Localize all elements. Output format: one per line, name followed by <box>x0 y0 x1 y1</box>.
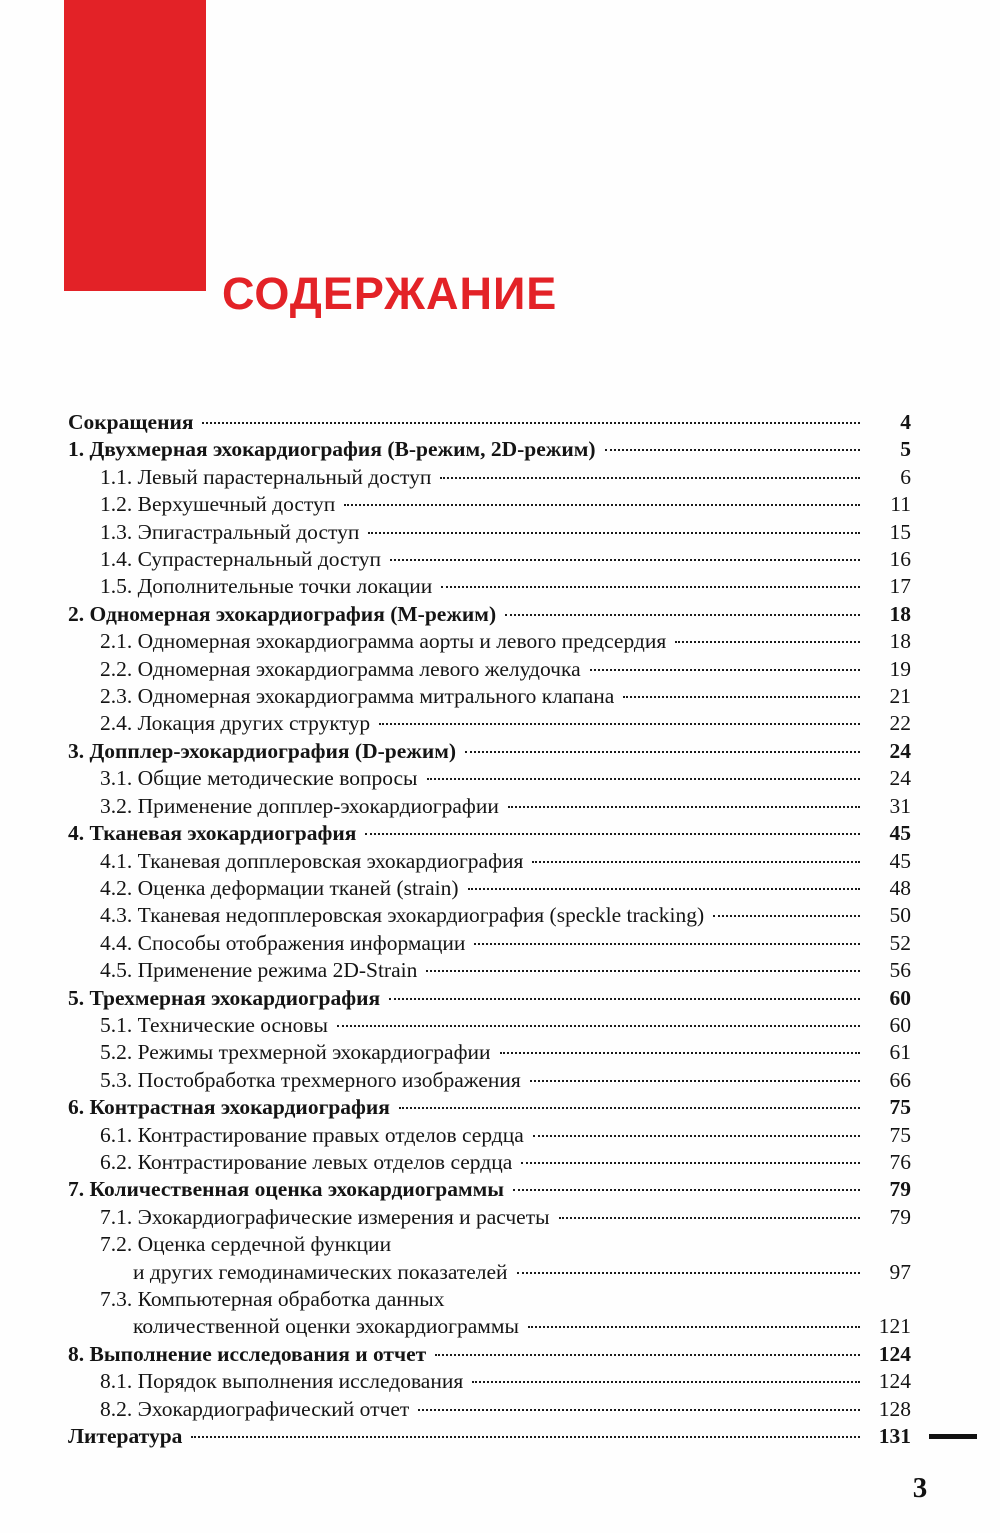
toc-entry-text: 1.3. Эпигастральный доступ <box>100 519 360 544</box>
leader-dots <box>191 1436 860 1438</box>
toc-entry-text: 7.1. Эхокардиографические измерения и расчеты <box>100 1204 550 1229</box>
toc-entry <box>68 1149 911 1176</box>
leader-dots <box>530 1080 860 1082</box>
leader-dots <box>533 1135 860 1137</box>
toc-entry <box>68 491 911 518</box>
toc-entry-page: 11 <box>890 492 911 517</box>
toc-entry <box>68 1341 911 1368</box>
toc-entry-page: 15 <box>889 519 911 544</box>
toc-entry <box>68 464 911 491</box>
toc-entry-text: 2.2. Одномерная эхокардиограмма левого желудочка <box>100 656 581 681</box>
toc-entry-text: 5. Трехмерная эхокардиография <box>68 985 381 1010</box>
toc-entry-text: 8.1. Порядок выполнения исследования <box>100 1369 464 1394</box>
toc-entry-page: 79 <box>889 1177 911 1202</box>
toc-entry-text: 8.2. Эхокардиографический отчет <box>100 1396 410 1421</box>
toc-entry-text: 7.2. Оценка сердечной функции <box>100 1232 392 1257</box>
toc-entry <box>68 765 911 792</box>
toc-entry <box>68 793 911 820</box>
toc-entry <box>68 848 911 875</box>
leader-dots <box>513 1189 860 1191</box>
toc-entry <box>68 820 911 847</box>
toc-entry <box>68 1423 911 1450</box>
toc-entry <box>68 875 911 902</box>
toc-entry <box>68 1259 911 1286</box>
toc-entry-page: 124 <box>878 1369 911 1394</box>
toc-entry-page: 60 <box>889 985 911 1010</box>
toc-entry <box>68 519 911 546</box>
toc-entry-page: 18 <box>889 601 911 626</box>
toc-entry <box>68 573 911 600</box>
toc-entry-text: 7.3. Компьютерная обработка данных <box>100 1287 445 1311</box>
leader-dots <box>427 778 861 780</box>
leader-dots <box>675 641 860 643</box>
toc-entry <box>68 1122 911 1149</box>
leader-dots <box>440 477 860 479</box>
leader-dots <box>713 915 860 917</box>
toc-entry-text: 4.1. Тканевая допплеровская эхокардиография <box>100 848 524 873</box>
toc-entry-text: 4.4. Способы отображения информации <box>100 930 466 955</box>
toc-entry-text: 1.5. Дополнительные точки локации <box>100 574 433 599</box>
leader-dots <box>605 449 860 451</box>
toc-entry <box>68 1067 911 1094</box>
toc-entry <box>68 546 911 573</box>
leader-dots <box>465 751 860 753</box>
toc-entry-text: 1.2. Верхушечный доступ <box>100 492 336 517</box>
toc-entry <box>68 710 911 737</box>
toc-entry-page: 16 <box>889 547 911 572</box>
folio-page-number: 3 <box>912 1472 928 1504</box>
page-title: СОДЕРЖАНИЕ <box>222 268 558 320</box>
toc-entry-page: 61 <box>889 1040 911 1065</box>
toc-entry-page: 50 <box>889 903 911 928</box>
toc-entry <box>68 683 911 710</box>
toc-entry-page: 45 <box>889 821 911 846</box>
toc-entry-page: 4 <box>900 410 911 434</box>
toc-entry <box>68 628 911 655</box>
toc-entry-text: 4.3. Тканевая недопплеровская эхокардиография (speckle tracking) <box>100 903 705 928</box>
leader-dots <box>368 532 860 534</box>
red-accent-block <box>64 0 206 291</box>
toc-entry-page: 17 <box>889 574 911 599</box>
toc-entry-text: Сокращения <box>68 410 194 434</box>
toc-entry-text: и других гемодинамических показателей <box>133 1259 508 1284</box>
toc-entry <box>68 1231 911 1258</box>
toc-entry-text: 3.1. Общие методические вопросы <box>100 766 418 791</box>
toc-list <box>68 409 911 1450</box>
leader-dots <box>426 970 860 972</box>
toc-entry-page: 128 <box>878 1396 911 1421</box>
toc-entry <box>68 656 911 683</box>
leader-dots <box>337 1025 860 1027</box>
leader-dots <box>590 669 860 671</box>
toc-entry <box>68 601 911 628</box>
toc-entry <box>68 1012 911 1039</box>
toc-entry-page: 24 <box>889 766 911 791</box>
leader-dots <box>521 1162 860 1164</box>
toc-entry-page: 75 <box>889 1095 911 1120</box>
toc-entry <box>68 1094 911 1121</box>
leader-dots <box>389 998 860 1000</box>
toc-entry-text: 5.2. Режимы трехмерной эхокардиографии <box>100 1040 491 1065</box>
toc-entry-text: 8. Выполнение исследования и отчет <box>68 1341 427 1366</box>
leader-dots <box>528 1326 860 1328</box>
toc-entry <box>68 957 911 984</box>
toc-entry-page: 66 <box>889 1067 911 1092</box>
toc-entry-text: 3.2. Применение допплер-эхокардиографии <box>100 793 499 818</box>
leader-dots <box>399 1107 860 1109</box>
toc-entry-page: 22 <box>889 711 911 736</box>
toc-entry-page: 75 <box>889 1122 911 1147</box>
toc-entry-page: 76 <box>889 1149 911 1174</box>
toc-entry-text: 1. Двухмерная эхокардиография (B-режим, 2D-режим) <box>68 437 596 462</box>
toc-entry-page: 31 <box>889 793 911 818</box>
toc-entry <box>68 1368 911 1395</box>
toc-entry-page: 52 <box>889 930 911 955</box>
toc-entry-text: 5.3. Постобработка трехмерного изображения <box>100 1067 521 1092</box>
leader-dots <box>623 696 860 698</box>
toc-entry <box>68 902 911 929</box>
edge-mark <box>929 1434 977 1439</box>
toc-entry-page: 45 <box>889 848 911 873</box>
leader-dots <box>365 833 860 835</box>
toc-entry-page: 56 <box>889 958 911 983</box>
toc-entry <box>68 1039 911 1066</box>
leader-dots <box>559 1217 860 1219</box>
leader-dots <box>379 723 860 725</box>
toc-entry-page: 6 <box>900 464 911 489</box>
toc-entry <box>68 738 911 765</box>
toc-entry-page: 19 <box>889 656 911 681</box>
toc-entry-text: 1.1. Левый парастернальный доступ <box>100 464 432 489</box>
leader-dots <box>532 861 860 863</box>
leader-dots <box>472 1381 860 1383</box>
toc-entry <box>68 1204 911 1231</box>
toc-entry-text: 4. Тканевая эхокардиография <box>68 821 357 846</box>
toc-entry <box>68 930 911 957</box>
leader-dots <box>202 422 860 424</box>
toc-entry-text: 2.4. Локация других структур <box>100 711 371 736</box>
toc-entry-text: 3. Допплер-эхокардиография (D-режим) <box>68 738 457 763</box>
toc-entry-text: 2.1. Одномерная эхокардиограмма аорты и левого предсердия <box>100 629 667 654</box>
leader-dots <box>468 888 860 890</box>
toc-entry-text: 5.1. Технические основы <box>100 1012 328 1037</box>
toc-entry-page: 121 <box>878 1314 911 1339</box>
toc-entry-page: 60 <box>889 1012 911 1037</box>
toc-entry <box>68 409 911 436</box>
toc-entry <box>68 1176 911 1203</box>
toc-entry <box>68 436 911 463</box>
leader-dots <box>390 559 860 561</box>
toc-entry-page: 18 <box>889 629 911 654</box>
leader-dots <box>505 614 860 616</box>
leader-dots <box>344 504 860 506</box>
toc-entry-text: 1.4. Супрастернальный доступ <box>100 547 381 572</box>
toc-entry-page: 79 <box>889 1204 911 1229</box>
leader-dots <box>517 1272 860 1274</box>
toc-entry-text: 4.5. Применение режима 2D-Strain <box>100 958 418 983</box>
toc-entry-text: 2.3. Одномерная эхокардиограмма митрального клапана <box>100 684 615 709</box>
toc-entry <box>68 1286 911 1313</box>
leader-dots <box>474 943 860 945</box>
leader-dots <box>435 1354 860 1356</box>
toc-entry-text: 2. Одномерная эхокардиография (M-режим) <box>68 601 497 626</box>
toc-entry-text: 6. Контрастная эхокардиография <box>68 1095 390 1120</box>
leader-dots <box>418 1409 860 1411</box>
toc-entry <box>68 1313 911 1340</box>
toc-entry-text: 7. Количественная оценка эхокардиограммы <box>68 1177 505 1202</box>
toc-entry-text: 4.2. Оценка деформации тканей (strain) <box>100 875 459 900</box>
toc-entry <box>68 985 911 1012</box>
toc-entry-page: 21 <box>889 684 911 709</box>
toc-entry-text: 6.2. Контрастирование левых отделов сердца <box>100 1149 513 1174</box>
leader-dots <box>441 586 860 588</box>
toc-entry-text: Литература <box>68 1424 183 1449</box>
toc-entry-page: 5 <box>900 437 911 462</box>
toc-entry <box>68 1396 911 1423</box>
toc-entry-page: 131 <box>878 1424 911 1449</box>
leader-dots <box>500 1052 860 1054</box>
toc-entry-page: 24 <box>889 738 911 763</box>
toc-entry-page: 97 <box>889 1259 911 1284</box>
toc-entry-page: 124 <box>878 1341 911 1366</box>
toc-entry-text: количественной оценки эхокардиограммы <box>133 1314 519 1339</box>
toc-entry-page: 48 <box>889 875 911 900</box>
leader-dots <box>508 806 860 808</box>
toc-entry-text: 6.1. Контрастирование правых отделов сердца <box>100 1122 524 1147</box>
